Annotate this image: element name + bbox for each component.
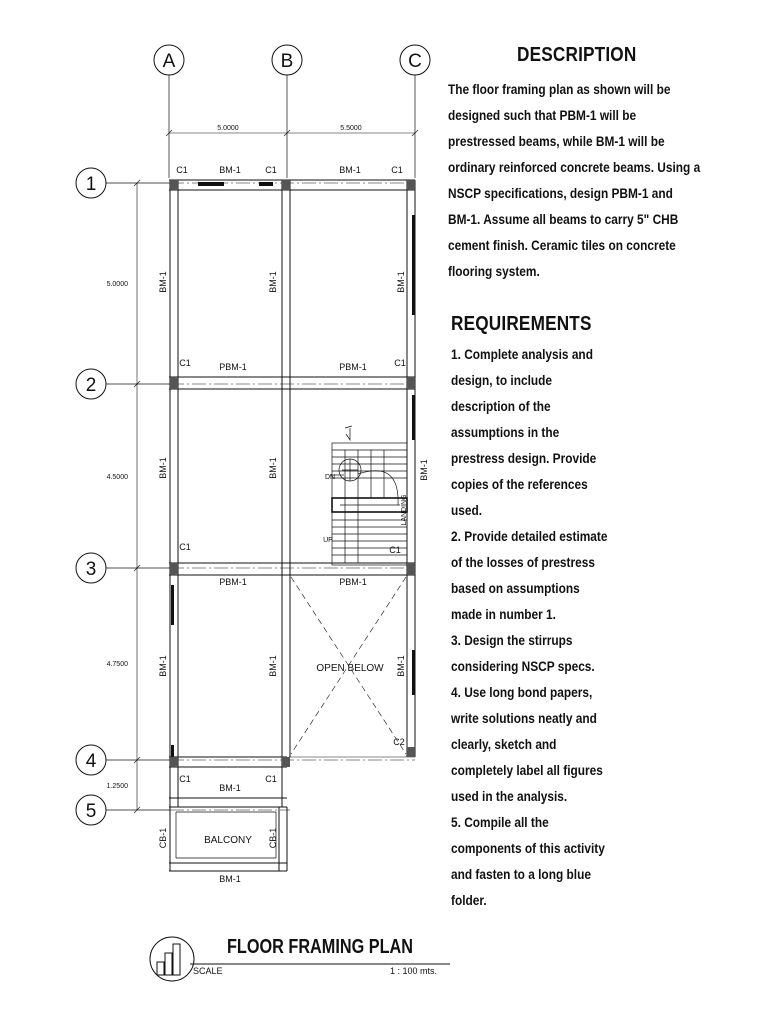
requirements-heading: REQUIREMENTS: [451, 313, 592, 335]
scale-label: SCALE: [193, 966, 223, 976]
label-pbm1: PBM-1: [219, 362, 247, 372]
grid-center-lines: [170, 183, 415, 810]
requirements-line: copies of the references: [451, 477, 588, 492]
requirements-line: 5. Compile all the: [451, 815, 549, 830]
label-cb1-vertical: CB-1: [158, 827, 168, 849]
requirements-line: used in the analysis.: [451, 789, 568, 804]
columns: [170, 180, 415, 767]
dim-row-23: 4.5000: [106, 474, 128, 481]
description-line: designed such that PBM-1 will be: [448, 108, 637, 123]
requirements-line: components of this activity: [451, 841, 605, 856]
description-text: [448, 77, 712, 285]
label-c2: C2: [393, 737, 405, 747]
requirements-line: write solutions neatly and: [451, 711, 597, 726]
beam-lines: [169, 180, 415, 871]
label-c1: C1: [391, 165, 403, 175]
label-bm1: BM-1: [339, 165, 361, 175]
grid-label-3: 3: [85, 559, 97, 580]
requirements-line: made in number 1.: [451, 607, 556, 622]
label-pbm1: PBM-1: [339, 362, 367, 372]
label-cb1-vertical: CB-1: [268, 827, 278, 849]
label-pbm1: PBM-1: [219, 577, 247, 587]
grid-label-c: C: [408, 51, 422, 72]
requirements-heading-wrap: [451, 313, 751, 336]
label-c1: C1: [389, 545, 401, 555]
requirements-line: of the losses of prestress: [451, 555, 595, 570]
requirements-line: clearly, sketch and: [451, 737, 557, 752]
description-line: cement finish. Ceramic tiles on concrete: [448, 238, 676, 253]
label-bm1: BM-1: [219, 783, 241, 793]
dim-col-bc: 5.5000: [340, 125, 362, 132]
description-line: prestressed beams, while BM-1 will be: [448, 134, 665, 149]
description-line: flooring system.: [448, 264, 540, 279]
label-bm1-vertical: BM-1: [268, 655, 278, 677]
requirements-line: considering NSCP specs.: [451, 659, 595, 674]
requirements-line: 4. Use long bond papers,: [451, 685, 593, 700]
description-heading-wrap: [517, 44, 768, 67]
dim-row-45: 1.2500: [106, 783, 128, 790]
label-bm1-vertical: BM-1: [396, 655, 406, 677]
grid-label-b: B: [280, 51, 294, 72]
label-stair-up: UP: [323, 537, 333, 544]
label-balcony: BALCONY: [204, 835, 252, 846]
label-c1: C1: [265, 774, 277, 784]
label-open-below: OPEN BELOW: [316, 663, 384, 674]
label-bm1-vertical: BM-1: [419, 459, 429, 481]
requirements-line: based on assumptions: [451, 581, 580, 596]
dim-col-ab: 5.0000: [217, 125, 239, 132]
requirements-line: folder.: [451, 893, 487, 908]
grid-label-a: A: [162, 51, 176, 72]
requirements-line: design, to include: [451, 373, 552, 388]
requirements-line: 3. Design the stirrups: [451, 633, 573, 648]
grid-column-bubbles: [154, 45, 430, 178]
building-icon: [157, 944, 180, 975]
requirements-line: 2. Provide detailed estimate: [451, 529, 608, 544]
label-c1: C1: [179, 774, 191, 784]
requirements-line: and fasten to a long blue: [451, 867, 591, 882]
description-heading: DESCRIPTION: [517, 44, 637, 66]
label-stair-dn: DN: [324, 474, 336, 481]
description-line: ordinary reinforced concrete beams. Using a: [448, 160, 701, 175]
title-block: [150, 936, 450, 981]
label-c1: C1: [394, 358, 406, 368]
label-pbm1: PBM-1: [339, 577, 367, 587]
grid-label-1: 1: [85, 174, 97, 195]
requirements-line: used.: [451, 503, 483, 518]
label-bm1: BM-1: [219, 165, 241, 175]
requirements-text: [451, 342, 715, 914]
requirements-line: prestress design. Provide: [451, 451, 597, 466]
label-bm1-vertical: BM-1: [158, 655, 168, 677]
plan-title: FLOOR FRAMING PLAN: [227, 936, 413, 958]
label-c1: C1: [265, 165, 277, 175]
label-landing: LANDING: [401, 494, 408, 526]
requirements-line: 1. Complete analysis and: [451, 347, 593, 362]
label-bm1-vertical: BM-1: [158, 457, 168, 479]
label-bm1-vertical: BM-1: [158, 271, 168, 293]
dim-row-12: 5.0000: [106, 281, 128, 288]
label-bm1-vertical: BM-1: [268, 457, 278, 479]
label-bm1-vertical: BM-1: [396, 271, 406, 293]
grid-label-5: 5: [85, 801, 97, 822]
grid-label-4: 4: [85, 751, 97, 772]
requirements-line: assumptions in the: [451, 425, 560, 440]
grid-label-2: 2: [85, 375, 97, 396]
label-c1: C1: [179, 542, 191, 552]
grid-row-bubbles: [76, 168, 170, 825]
description-line: BM-1. Assume all beams to carry 5" CHB: [448, 212, 679, 227]
scale-value: 1 : 100 mts.: [389, 966, 437, 976]
label-c1: C1: [179, 358, 191, 368]
description-line: NSCP specifications, design PBM-1 and: [448, 186, 673, 201]
requirements-line: completely label all figures: [451, 763, 603, 778]
label-c1: C1: [176, 165, 188, 175]
label-bm1: BM-1: [219, 874, 241, 884]
label-bm1-vertical: BM-1: [268, 271, 278, 293]
description-line: The floor framing plan as shown will be: [448, 82, 671, 97]
requirements-line: description of the: [451, 399, 551, 414]
dim-row-34: 4.7500: [106, 661, 128, 668]
